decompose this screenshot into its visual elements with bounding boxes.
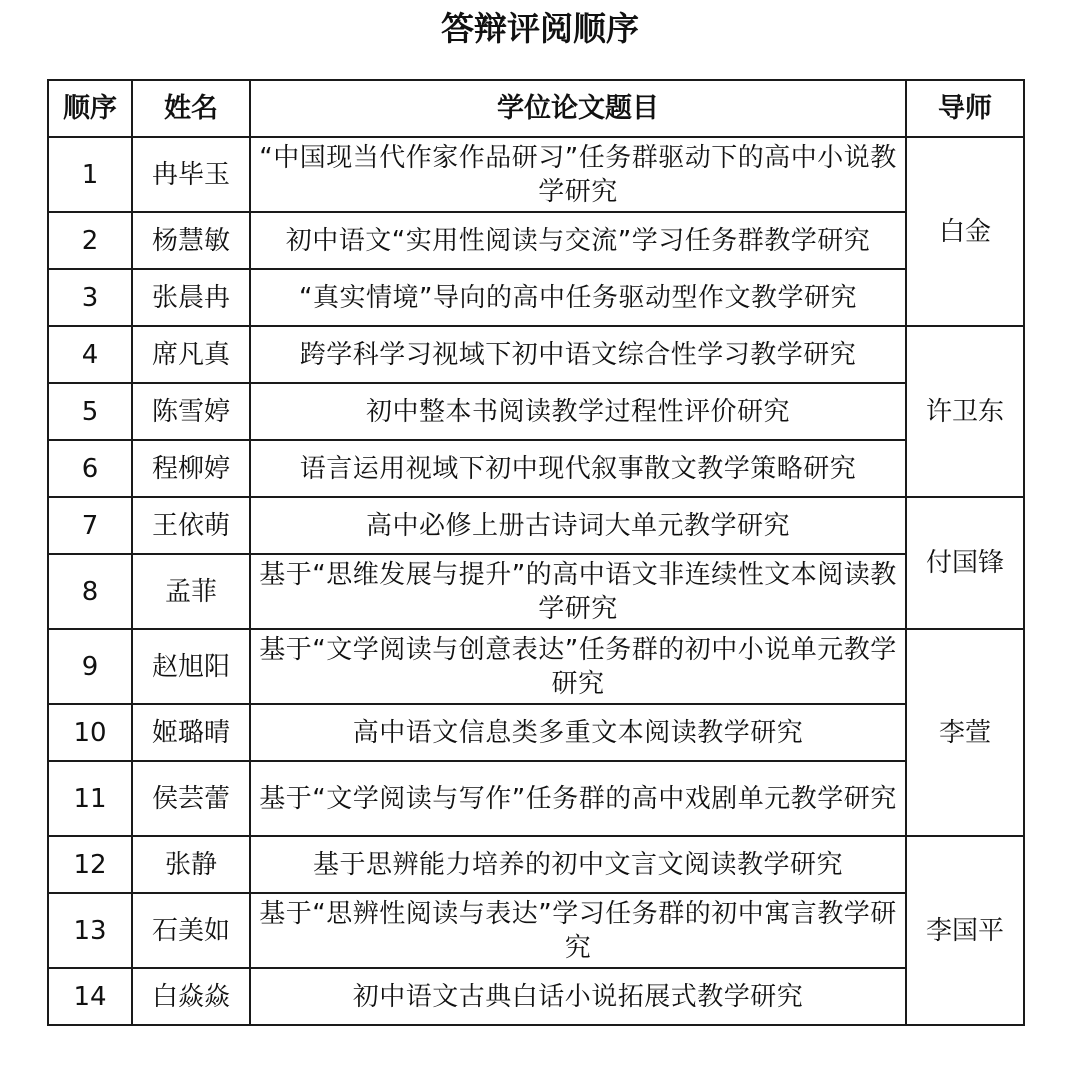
name-cell: 王依萌 [132,497,250,554]
thesis-cell: 初中语文古典白话小说拓展式教学研究 [250,968,906,1025]
order-cell: 3 [48,269,132,326]
header-thesis: 学位论文题目 [250,80,906,137]
table-row [48,893,1024,968]
table-header-row [48,80,1024,137]
table-row [48,440,1024,497]
name-cell: 孟菲 [132,554,250,629]
name-cell: 陈雪婷 [132,383,250,440]
order-cell: 11 [48,761,132,836]
table-row [48,704,1024,761]
name-cell: 席凡真 [132,326,250,383]
defense-schedule-table [47,79,1025,1026]
table-row [48,629,1024,704]
thesis-cell: 基于“思辨性阅读与表达”学习任务群的初中寓言教学研究 [250,893,906,968]
order-cell: 14 [48,968,132,1025]
thesis-cell: “中国现当代作家作品研习”任务群驱动下的高中小说教学研究 [250,137,906,212]
thesis-cell: “真实情境”导向的高中任务驱动型作文教学研究 [250,269,906,326]
name-cell: 姬璐晴 [132,704,250,761]
table-row [48,554,1024,629]
name-cell: 石美如 [132,893,250,968]
name-cell: 赵旭阳 [132,629,250,704]
thesis-cell: 初中整本书阅读教学过程性评价研究 [250,383,906,440]
thesis-cell: 高中必修上册古诗词大单元教学研究 [250,497,906,554]
order-cell: 13 [48,893,132,968]
table-row [48,836,1024,893]
name-cell: 白焱焱 [132,968,250,1025]
table-row [48,212,1024,269]
thesis-cell: 基于“思维发展与提升”的高中语文非连续性文本阅读教学研究 [250,554,906,629]
name-cell: 张静 [132,836,250,893]
order-cell: 1 [48,137,132,212]
header-advisor: 导师 [906,80,1024,137]
advisor-cell: 白金 [906,137,1024,326]
name-cell: 冉毕玉 [132,137,250,212]
table-row [48,497,1024,554]
advisor-cell: 付国锋 [906,497,1024,629]
name-cell: 侯芸蕾 [132,761,250,836]
name-cell: 程柳婷 [132,440,250,497]
table-row [48,137,1024,212]
table-row [48,761,1024,836]
table-row [48,383,1024,440]
thesis-cell: 高中语文信息类多重文本阅读教学研究 [250,704,906,761]
name-cell: 张晨冉 [132,269,250,326]
order-cell: 4 [48,326,132,383]
name-cell: 杨慧敏 [132,212,250,269]
header-order: 顺序 [48,80,132,137]
thesis-cell: 跨学科学习视域下初中语文综合性学习教学研究 [250,326,906,383]
advisor-cell: 许卫东 [906,326,1024,497]
thesis-cell: 基于“文学阅读与创意表达”任务群的初中小说单元教学研究 [250,629,906,704]
order-cell: 2 [48,212,132,269]
table-row [48,968,1024,1025]
thesis-cell: 基于“文学阅读与写作”任务群的高中戏剧单元教学研究 [250,761,906,836]
header-name: 姓名 [132,80,250,137]
thesis-cell: 语言运用视域下初中现代叙事散文教学策略研究 [250,440,906,497]
order-cell: 7 [48,497,132,554]
thesis-cell: 基于思辨能力培养的初中文言文阅读教学研究 [250,836,906,893]
advisor-cell: 李国平 [906,836,1024,1025]
table-row [48,269,1024,326]
order-cell: 6 [48,440,132,497]
advisor-cell: 李萱 [906,629,1024,836]
table-row [48,326,1024,383]
order-cell: 12 [48,836,132,893]
order-cell: 5 [48,383,132,440]
thesis-cell: 初中语文“实用性阅读与交流”学习任务群教学研究 [250,212,906,269]
order-cell: 8 [48,554,132,629]
order-cell: 9 [48,629,132,704]
order-cell: 10 [48,704,132,761]
page-title: 答辩评阅顺序 [441,9,639,48]
